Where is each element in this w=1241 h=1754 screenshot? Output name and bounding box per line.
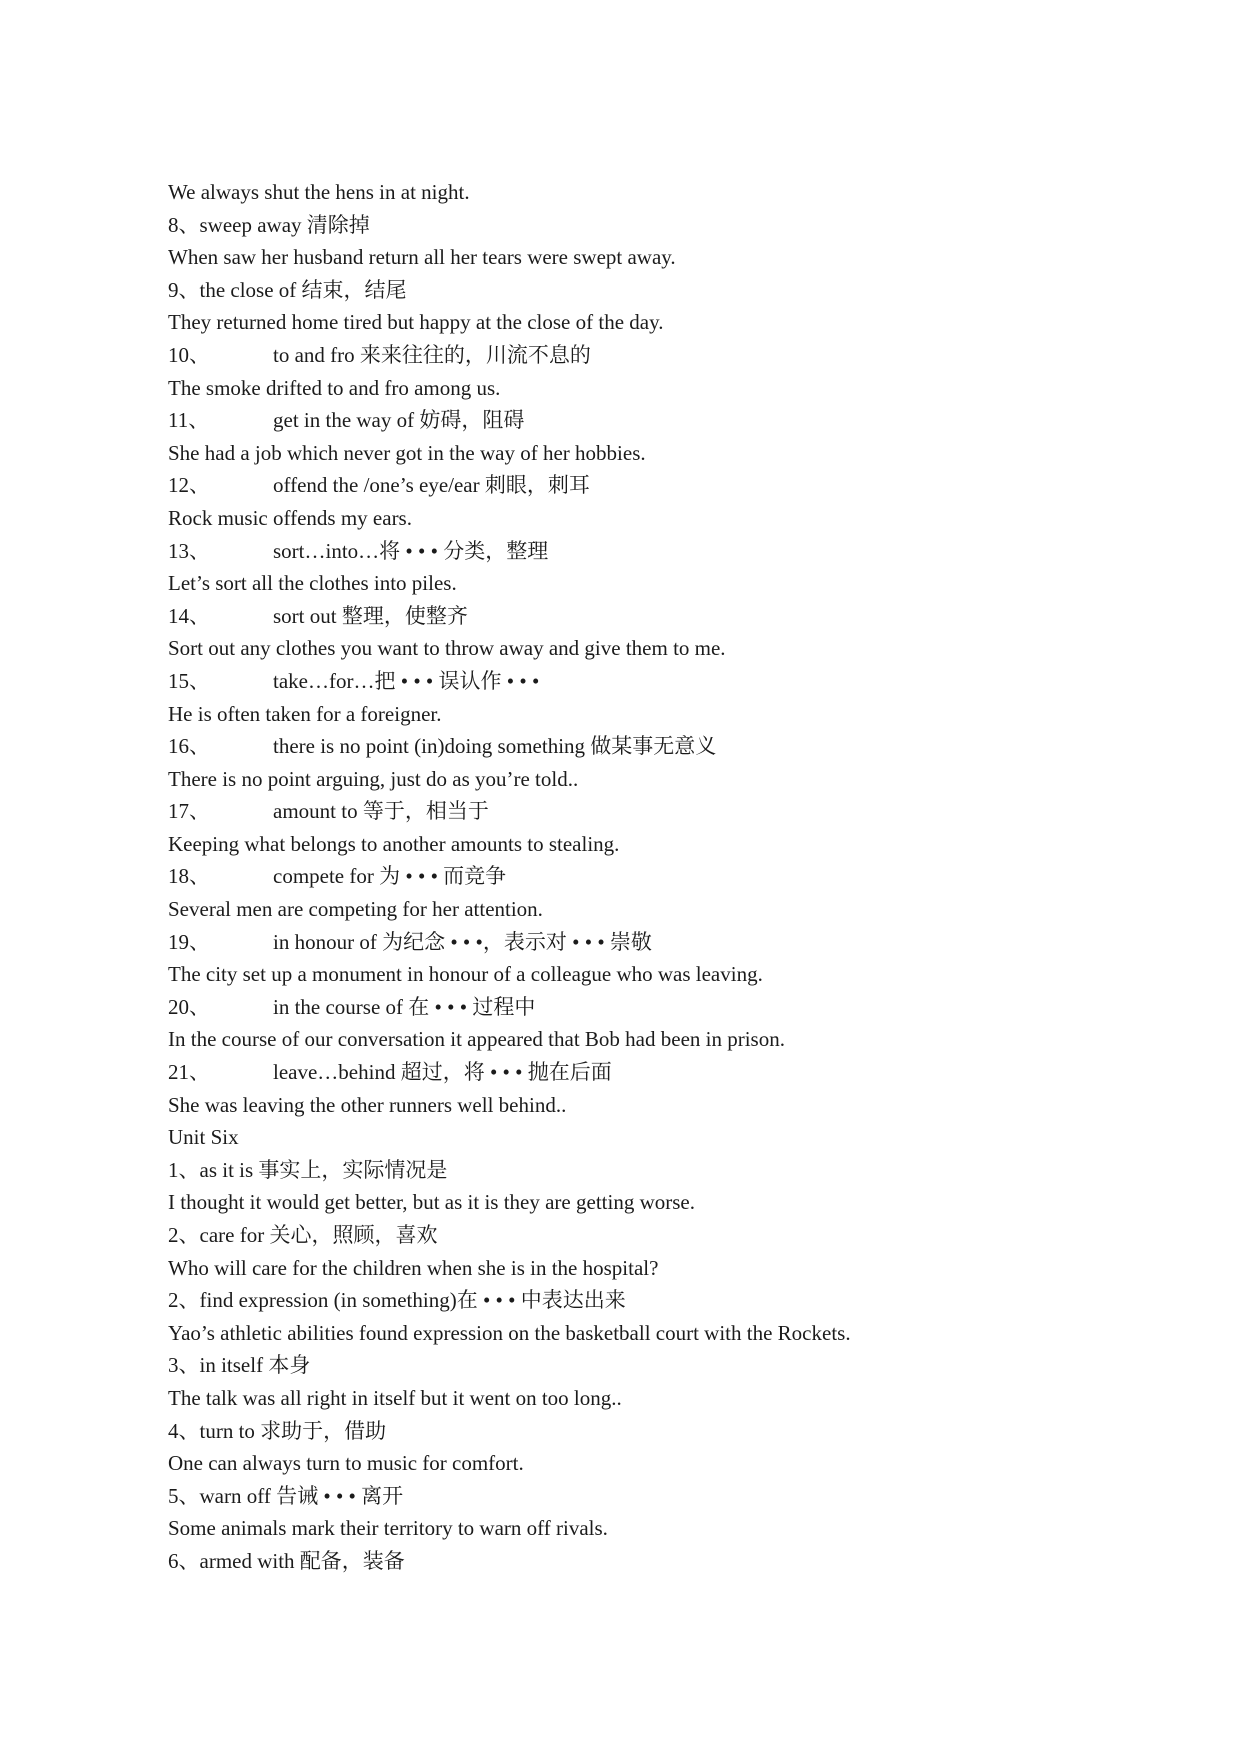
example-sentence: She was leaving the other runners well behind.. (168, 1092, 567, 1117)
entry-phrase-and-definition: turn to 求助于，借助 (199, 1418, 387, 1443)
entry-phrase-and-definition: in the course of 在 • • • 过程中 (273, 994, 536, 1019)
entry-phrase-and-definition: to and fro 来来往往的，川流不息的 (273, 342, 591, 367)
entry-number: 3、 (168, 1353, 200, 1378)
phrase-entry (168, 730, 1198, 763)
entry-number: 9、 (168, 277, 200, 302)
entry-phrase-and-definition: in honour of 为纪念 • • •，表示对 • • • 崇敬 (273, 929, 652, 954)
phrase-entry (168, 600, 1198, 633)
phrase-entry (168, 665, 1198, 698)
entry-phrase-and-definition: offend the /one’s eye/ear 刺眼，刺耳 (273, 473, 590, 498)
entry-phrase-and-definition: warn off 告诫 • • • 离开 (199, 1483, 404, 1508)
entry-number: 19、 (168, 929, 210, 954)
example-sentence: Rock music offends my ears. (168, 505, 412, 530)
entry-number: 2、 (168, 1288, 200, 1313)
phrase-entry (168, 339, 1198, 372)
example-sentence: They returned home tired but happy at the close of the day. (168, 310, 664, 335)
phrase-entry (168, 1415, 1198, 1448)
phrase-entry (168, 274, 1198, 307)
entry-number: 2、 (168, 1223, 200, 1247)
entry-number: 16、 (168, 734, 210, 759)
example-sentence: He is often taken for a foreigner. (168, 701, 442, 726)
entry-number: 1、 (168, 1157, 200, 1182)
example-sentence: There is no point arguing, just do as you’re told.. (168, 766, 579, 791)
example-sentence: Let’s sort all the clothes into piles. (168, 571, 457, 596)
entry-number: 17、 (168, 799, 210, 824)
entry-phrase-and-definition: in itself 本身 (199, 1353, 311, 1378)
entry-phrase-and-definition: the close of 结束，结尾 (199, 277, 407, 302)
phrase-entry (168, 795, 1198, 828)
entry-number: 11、 (168, 408, 210, 433)
phrase-entry (168, 535, 1198, 568)
phrase-entry (168, 1545, 1198, 1578)
example-sentence: One can always turn to music for comfort. (168, 1451, 524, 1476)
entry-phrase-and-definition: care for 关心，照顾，喜欢 (199, 1223, 438, 1247)
phrase-entry (168, 991, 1198, 1024)
example-sentence: When saw her husband return all her tears were swept away. (168, 245, 676, 270)
entry-phrase-and-definition: armed with 配备，装备 (199, 1548, 405, 1573)
entry-phrase-and-definition: compete for 为 • • • 而竞争 (273, 864, 507, 889)
entry-phrase-and-definition: there is no point (in)doing something 做某事无意义 (273, 734, 717, 759)
phrase-entry (168, 926, 1198, 959)
entry-phrase-and-definition: as it is 事实上，实际情况是 (199, 1157, 448, 1182)
example-sentence: The talk was all right in itself but it went on too long.. (168, 1385, 622, 1410)
example-sentence: She had a job which never got in the way of her hobbies. (168, 440, 646, 465)
entry-number: 21、 (168, 1060, 210, 1085)
example-sentence: We always shut the hens in at night. (168, 180, 470, 204)
entry-number: 14、 (168, 603, 210, 628)
phrase-entry (168, 404, 1198, 437)
example-sentence: Some animals mark their territory to warn off rivals. (168, 1516, 608, 1541)
example-sentence: Several men are competing for her attention. (168, 897, 543, 922)
entry-phrase-and-definition: find expression (in something)在 • • • 中表达出来 (199, 1288, 626, 1313)
example-sentence: The smoke drifted to and fro among us. (168, 375, 501, 400)
entry-phrase-and-definition: get in the way of 妨碍，阻碍 (273, 408, 525, 433)
entry-phrase-and-definition: sort…into…将 • • • 分类，整理 (273, 538, 549, 563)
entry-number: 15、 (168, 668, 210, 693)
example-sentence: In the course of our conversation it appeared that Bob had been in prison. (168, 1027, 785, 1052)
phrase-entry (168, 1219, 1198, 1252)
phrase-entry (168, 209, 1198, 242)
entry-phrase-and-definition: sweep away 清除掉 (199, 212, 370, 237)
phrase-entry (168, 469, 1198, 502)
vocabulary-text-block (168, 176, 1198, 1578)
entry-phrase-and-definition: sort out 整理，使整齐 (273, 603, 468, 628)
phrase-entry (168, 1349, 1198, 1382)
phrase-entry (168, 1284, 1198, 1317)
entry-phrase-and-definition: amount to 等于，相当于 (273, 799, 489, 824)
entry-number: 18、 (168, 864, 210, 889)
example-sentence: The city set up a monument in honour of a colleague who was leaving. (168, 962, 763, 987)
entry-phrase-and-definition: leave…behind 超过，将 • • • 抛在后面 (273, 1060, 612, 1085)
section-heading: Unit Six (168, 1125, 239, 1150)
phrase-entry (168, 1154, 1198, 1187)
entry-number: 10、 (168, 342, 210, 367)
example-sentence: I thought it would get better, but as it is they are getting worse. (168, 1190, 695, 1215)
entry-number: 6、 (168, 1548, 200, 1573)
entry-number: 20、 (168, 994, 210, 1019)
example-sentence: Sort out any clothes you want to throw away and give them to me. (168, 636, 726, 661)
example-sentence: Keeping what belongs to another amounts to stealing. (168, 831, 620, 856)
entry-phrase-and-definition: take…for…把 • • • 误认作 • • • (273, 668, 540, 693)
entry-number: 12、 (168, 473, 210, 498)
phrase-entry (168, 1056, 1198, 1089)
example-sentence: Who will care for the children when she is in the hospital? (168, 1255, 659, 1280)
entry-number: 13、 (168, 538, 210, 563)
phrase-entry (168, 1480, 1198, 1513)
entry-number: 5、 (168, 1483, 200, 1508)
phrase-entry (168, 860, 1198, 893)
example-sentence: Yao’s athletic abilities found expression on the basketball court with the Rockets. (168, 1320, 851, 1345)
entry-number: 8、 (168, 212, 200, 237)
entry-number: 4、 (168, 1418, 200, 1443)
